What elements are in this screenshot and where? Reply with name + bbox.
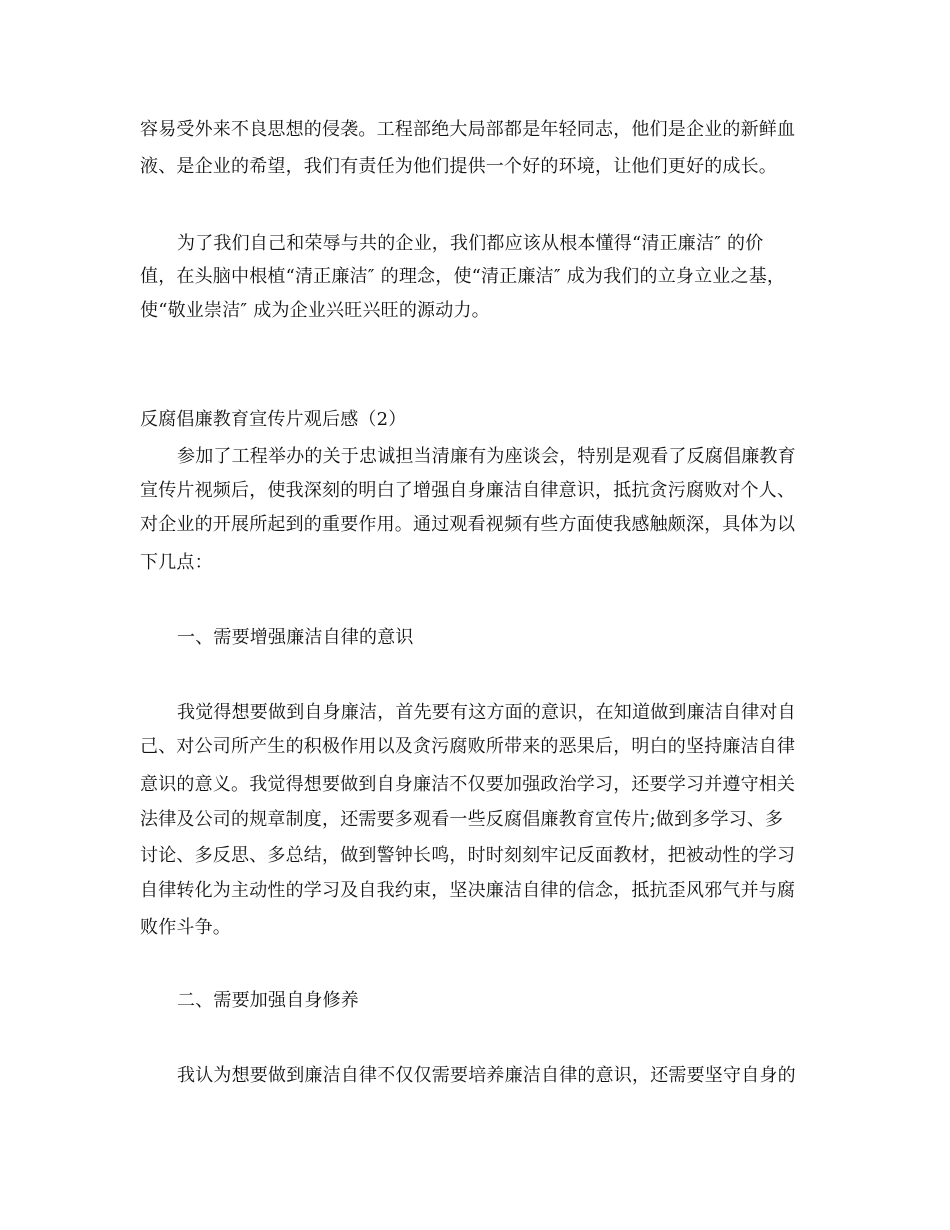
paragraph-line: 下几点： bbox=[140, 552, 213, 573]
paragraph-line: 法律及公司的规章制度，还需要多观看一些反腐倡廉教育宣传片;做到多学习、多 bbox=[140, 809, 784, 830]
paragraph-line: 对企业的开展所起到的重要作用。通过观看视频有些方面使我感触颇深，具体为以 bbox=[140, 514, 796, 535]
paragraph-line: 参加了工程举办的关于忠诚担当清廉有为座谈会，特别是观看了反腐倡廉教育 bbox=[177, 446, 796, 467]
section-title: 反腐倡廉教育宣传片观后感（2） bbox=[140, 409, 407, 430]
paragraph-line: 我觉得想要做到自身廉洁，首先要有这方面的意识，在知道做到廉洁自律对自 bbox=[177, 702, 796, 723]
subheading: 二、需要加强自身修养 bbox=[177, 990, 359, 1011]
paragraph-line: 使“敬业崇洁″ 成为企业兴旺兴旺的源动力。 bbox=[140, 300, 490, 321]
paragraph-line: 值，在头脑中根植“清正廉洁″ 的理念，使“清正廉洁″ 成为我们的立身立业之基， bbox=[140, 266, 786, 287]
paragraph-line: 意识的意义。我觉得想要做到自身廉洁不仅要加强政治学习，还要学习并遵守相关 bbox=[140, 774, 796, 795]
paragraph-line: 容易受外来不良思想的侵袭。工程部绝大局部都是年轻同志，他们是企业的新鲜血 bbox=[140, 119, 796, 140]
paragraph-line: 讨论、多反思、多总结，做到警钟长鸣，时时刻刻牢记反面教材，把被动性的学习 bbox=[140, 845, 796, 866]
paragraph-line: 我认为想要做到廉洁自律不仅仅需要培养廉洁自律的意识，还需要坚守自身的 bbox=[177, 1065, 796, 1086]
paragraph-line: 液、是企业的希望，我们有责任为他们提供一个好的环境，让他们更好的成长。 bbox=[140, 156, 777, 177]
paragraph-line: 宣传片视频后，使我深刻的明白了增强自身廉洁自律意识，抵抗贪污腐败对个人、 bbox=[140, 480, 796, 501]
paragraph-line: 自律转化为主动性的学习及自我约束，坚决廉洁自律的信念，抵抗歪风邪气并与腐 bbox=[140, 880, 796, 901]
paragraph-line: 败作斗争。 bbox=[140, 917, 231, 938]
subheading: 一、需要增强廉洁自律的意识 bbox=[177, 627, 414, 648]
paragraph-line: 己、对公司所产生的积极作用以及贪污腐败所带来的恶果后，明白的坚持廉洁自律 bbox=[140, 736, 796, 757]
paragraph-line: 为了我们自己和荣辱与共的企业，我们都应该从根本懂得“清正廉洁″ 的价 bbox=[177, 233, 764, 254]
